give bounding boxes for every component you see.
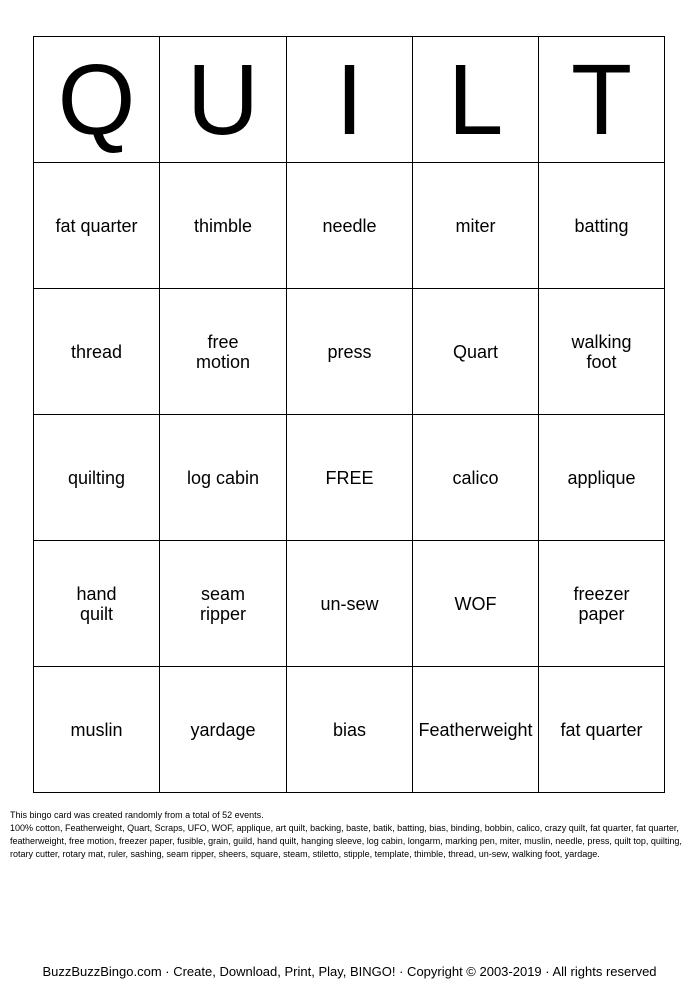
card-cell: thread bbox=[34, 289, 160, 415]
card-row bbox=[34, 541, 665, 667]
card-cell: seam ripper bbox=[160, 541, 287, 667]
card-cell: applique bbox=[539, 415, 665, 541]
card-cell: freezer paper bbox=[539, 541, 665, 667]
card-cell: bias bbox=[287, 667, 413, 793]
card-row bbox=[34, 667, 665, 793]
card-cell: Featherweight bbox=[413, 667, 539, 793]
card-cell: thimble bbox=[160, 163, 287, 289]
card-cell: hand quilt bbox=[34, 541, 160, 667]
card-summary: This bingo card was created randomly from a total of 52 events. bbox=[10, 810, 264, 820]
free-space: FREE bbox=[287, 415, 413, 541]
card-info bbox=[10, 809, 688, 861]
card-row bbox=[34, 163, 665, 289]
site-footer: BuzzBuzzBingo.com · Create, Download, Print, Play, BINGO! · Copyright © 2003-2019 · All rights reserved bbox=[42, 964, 657, 979]
header-row bbox=[34, 37, 665, 163]
header-letter-u: U bbox=[160, 37, 287, 163]
card-cell: WOF bbox=[413, 541, 539, 667]
card-cell: fat quarter bbox=[34, 163, 160, 289]
card-cell: fat quarter bbox=[539, 667, 665, 793]
card-cell: yardage bbox=[160, 667, 287, 793]
card-cell: Quart bbox=[413, 289, 539, 415]
header-letter-l: L bbox=[413, 37, 539, 163]
card-cell: batting bbox=[539, 163, 665, 289]
header-letter-q: Q bbox=[34, 37, 160, 163]
header-letter-t: T bbox=[539, 37, 665, 163]
card-cell: miter bbox=[413, 163, 539, 289]
header-letter-i: I bbox=[287, 37, 413, 163]
card-row bbox=[34, 415, 665, 541]
card-cell: quilting bbox=[34, 415, 160, 541]
card-cell: un-sew bbox=[287, 541, 413, 667]
card-row bbox=[34, 289, 665, 415]
card-cell: calico bbox=[413, 415, 539, 541]
bingo-card bbox=[33, 36, 665, 793]
card-cell: free motion bbox=[160, 289, 287, 415]
card-cell: needle bbox=[287, 163, 413, 289]
card-cell: walking foot bbox=[539, 289, 665, 415]
card-cell: press bbox=[287, 289, 413, 415]
card-cell: log cabin bbox=[160, 415, 287, 541]
card-cell: muslin bbox=[34, 667, 160, 793]
event-list: 100% cotton, Featherweight, Quart, Scraps, UFO, WOF, applique, art quilt, backing, baste, batik, batting, bias, binding, bobbin, calico, crazy quilt, fat quarter, fat quarter, featherweight, free motion, freezer paper, fusible, grain, guild, hand quilt, hanging sleeve, log cabin, longarm, marking pen, miter, muslin, needle, press, quilt top, quilting, rotary cutter, rotary mat, ruler, sashing, seam ripper, sheers, square, steam, stiletto, stipple, template, thimble, thread, un-sew, walking foot, yardage. bbox=[10, 823, 682, 859]
